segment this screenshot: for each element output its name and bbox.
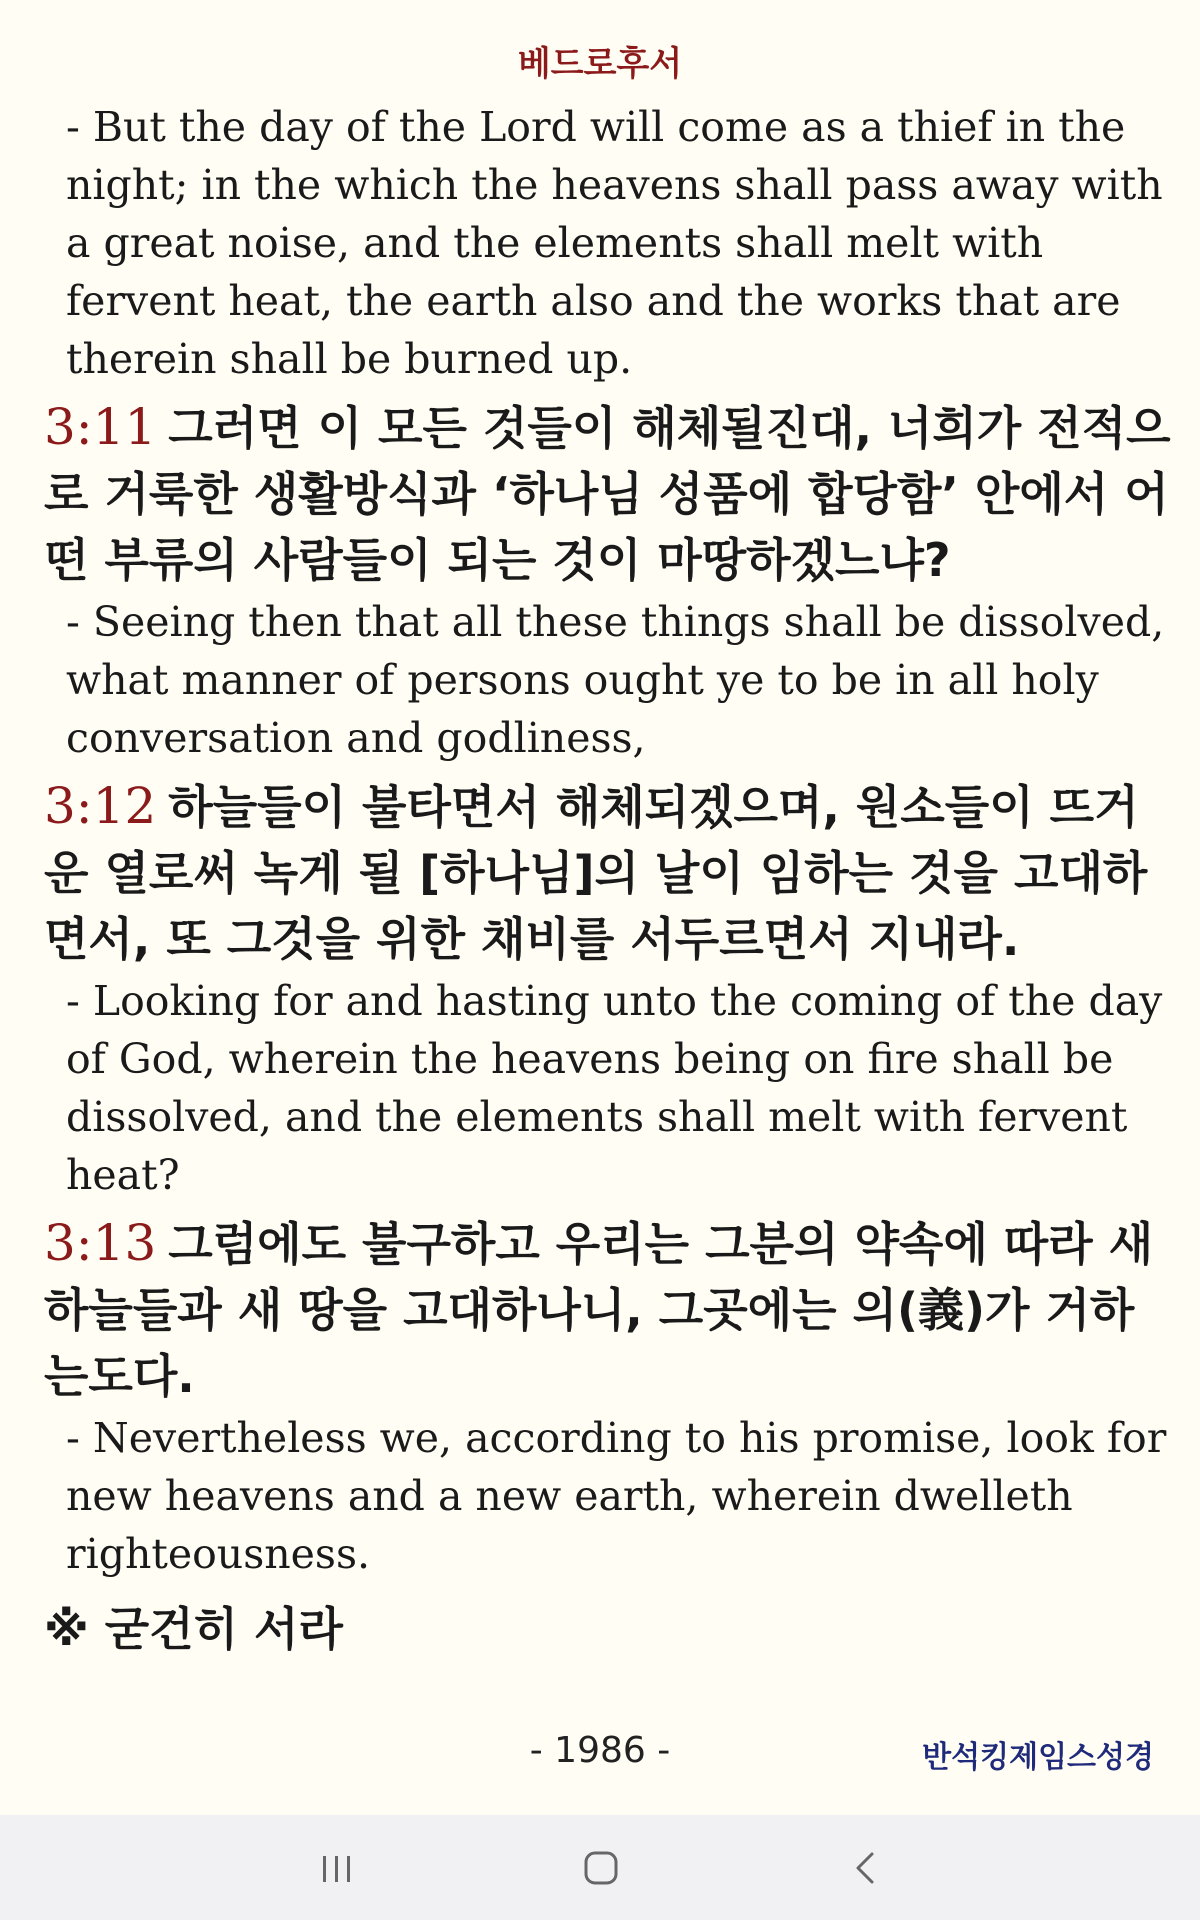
english-text: - Looking for and hasting unto the coming of the day of God, wherein the heavens being on fire shall be dissolved, and the elements shall melt with fervent heat?	[66, 977, 1163, 1199]
english-text: - But the day of the Lord will come as a thief in the night; in the which the heavens shall pass away with a great noise, and the elements shall melt with fervent heat, the earth also and the works that are therein shall be burned up.	[66, 103, 1163, 383]
brand-label: 반석킹제임스성경	[922, 1740, 1154, 1775]
back-button[interactable]	[806, 1815, 926, 1920]
verse-number: 3:12	[44, 777, 157, 835]
verse-korean-text: 그러면 이 모든 것들이 해체될진대, 너희가 전적으로 거룩한 생활방식과 ‘하나님 성품에 합당함’ 안에서 어떤 부류의 사람들이 되는 것이 마땅하겠느냐?	[44, 401, 1171, 587]
verse-korean-text: 하늘들이 불타면서 해체되겠으며, 원소들이 뜨거운 열로써 녹게 될 [하나님]의 날이 임하는 것을 고대하면서, 또 그것을 위한 채비를 서두르면서 지내라.	[44, 780, 1148, 966]
verse-number: 3:11	[44, 398, 157, 456]
back-icon	[844, 1846, 888, 1890]
recents-button[interactable]	[277, 1815, 397, 1920]
recents-icon	[315, 1848, 359, 1888]
system-nav-bar	[0, 1815, 1200, 1920]
book-title: 베드로후서	[517, 44, 683, 84]
verse-number: 3:13	[44, 1214, 157, 1272]
passage-content	[44, 98, 1174, 1659]
verse-korean	[44, 1210, 1174, 1409]
home-icon	[579, 1846, 623, 1890]
verse-korean	[44, 394, 1174, 593]
english-text: - Nevertheless we, according to his promise, look for new heavens and a new earth, wherein dwelleth righteousness.	[66, 1414, 1167, 1578]
english-text: - Seeing then that all these things shall be dissolved, what manner of persons ought ye to be in all holy conversation and godliness,	[66, 598, 1165, 762]
verse-korean	[44, 773, 1174, 972]
page-year: - 1986 -	[529, 1730, 671, 1771]
section-heading: ※ 굳건히 서라	[44, 1602, 343, 1656]
verse-korean-text: 그럼에도 불구하고 우리는 그분의 약속에 따라 새 하늘들과 새 땅을 고대하나니, 그곳에는 의(義)가 거하는도다.	[44, 1217, 1154, 1403]
home-button[interactable]	[541, 1815, 661, 1920]
